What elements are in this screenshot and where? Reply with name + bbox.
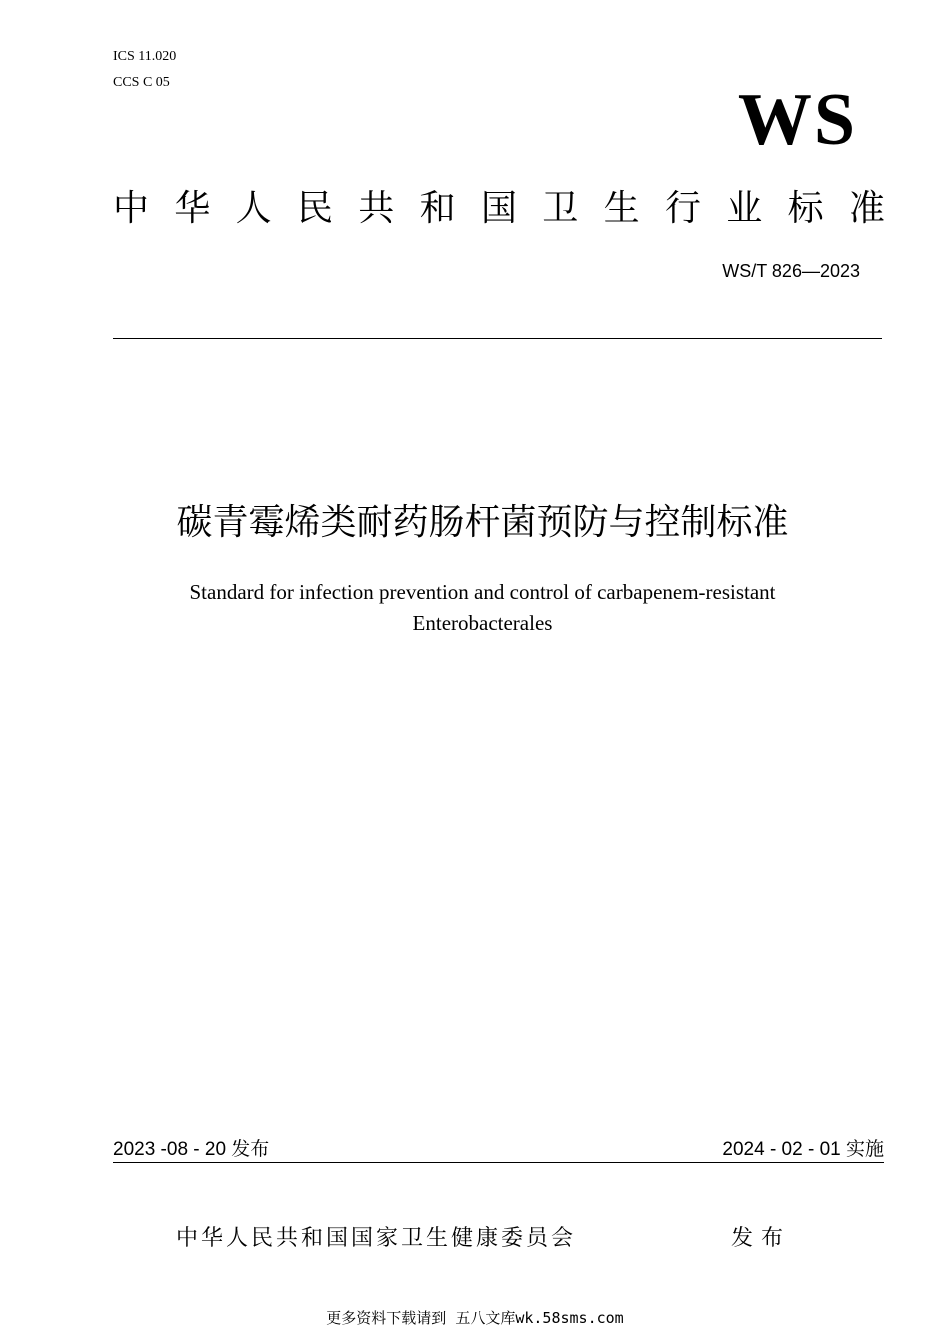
standard-type-char: 中 bbox=[113, 188, 150, 228]
issue-date: 2023 -08 - 20 发布 bbox=[113, 1139, 270, 1160]
standard-type-char: 业 bbox=[726, 188, 763, 228]
standard-number: WS/T 826—2023 bbox=[722, 261, 860, 281]
standard-type-heading bbox=[113, 184, 885, 232]
ccs-code: CCS C 05 bbox=[113, 75, 170, 90]
implementation-date: 2024 - 02 - 01 实施 bbox=[722, 1139, 884, 1160]
standard-type-char: 华 bbox=[174, 188, 211, 228]
title-english-line-1: Standard for infection prevention and control of carbapenem-resistant bbox=[189, 580, 776, 604]
download-footer-note: 更多资料下载请到 五八文库wk.58sms.com bbox=[326, 1309, 624, 1327]
title-chinese: 碳青霉烯类耐药肠杆菌预防与控制标准 bbox=[176, 501, 789, 542]
standard-type-char: 行 bbox=[664, 188, 701, 228]
top-divider bbox=[113, 338, 882, 339]
ws-logo: WS bbox=[737, 79, 857, 161]
standard-type-char: 生 bbox=[603, 188, 640, 228]
standard-type-char: 国 bbox=[480, 188, 517, 228]
standard-type-char: 民 bbox=[296, 188, 333, 228]
standard-type-char: 共 bbox=[358, 188, 395, 228]
title-english bbox=[0, 577, 950, 639]
standard-type-char: 人 bbox=[235, 188, 272, 228]
title-english-line-2: Enterobacterales bbox=[412, 611, 553, 635]
standard-type-char: 和 bbox=[419, 188, 456, 228]
standard-type-char: 标 bbox=[787, 188, 824, 228]
publish-label: 发布 bbox=[731, 1225, 792, 1250]
bottom-divider bbox=[113, 1162, 884, 1163]
ics-code: ICS 11.020 bbox=[113, 49, 177, 64]
standard-type-char: 准 bbox=[848, 188, 885, 228]
standard-type-char: 卫 bbox=[542, 188, 579, 228]
publisher-name: 中华人民共和国国家卫生健康委员会 bbox=[176, 1225, 577, 1250]
